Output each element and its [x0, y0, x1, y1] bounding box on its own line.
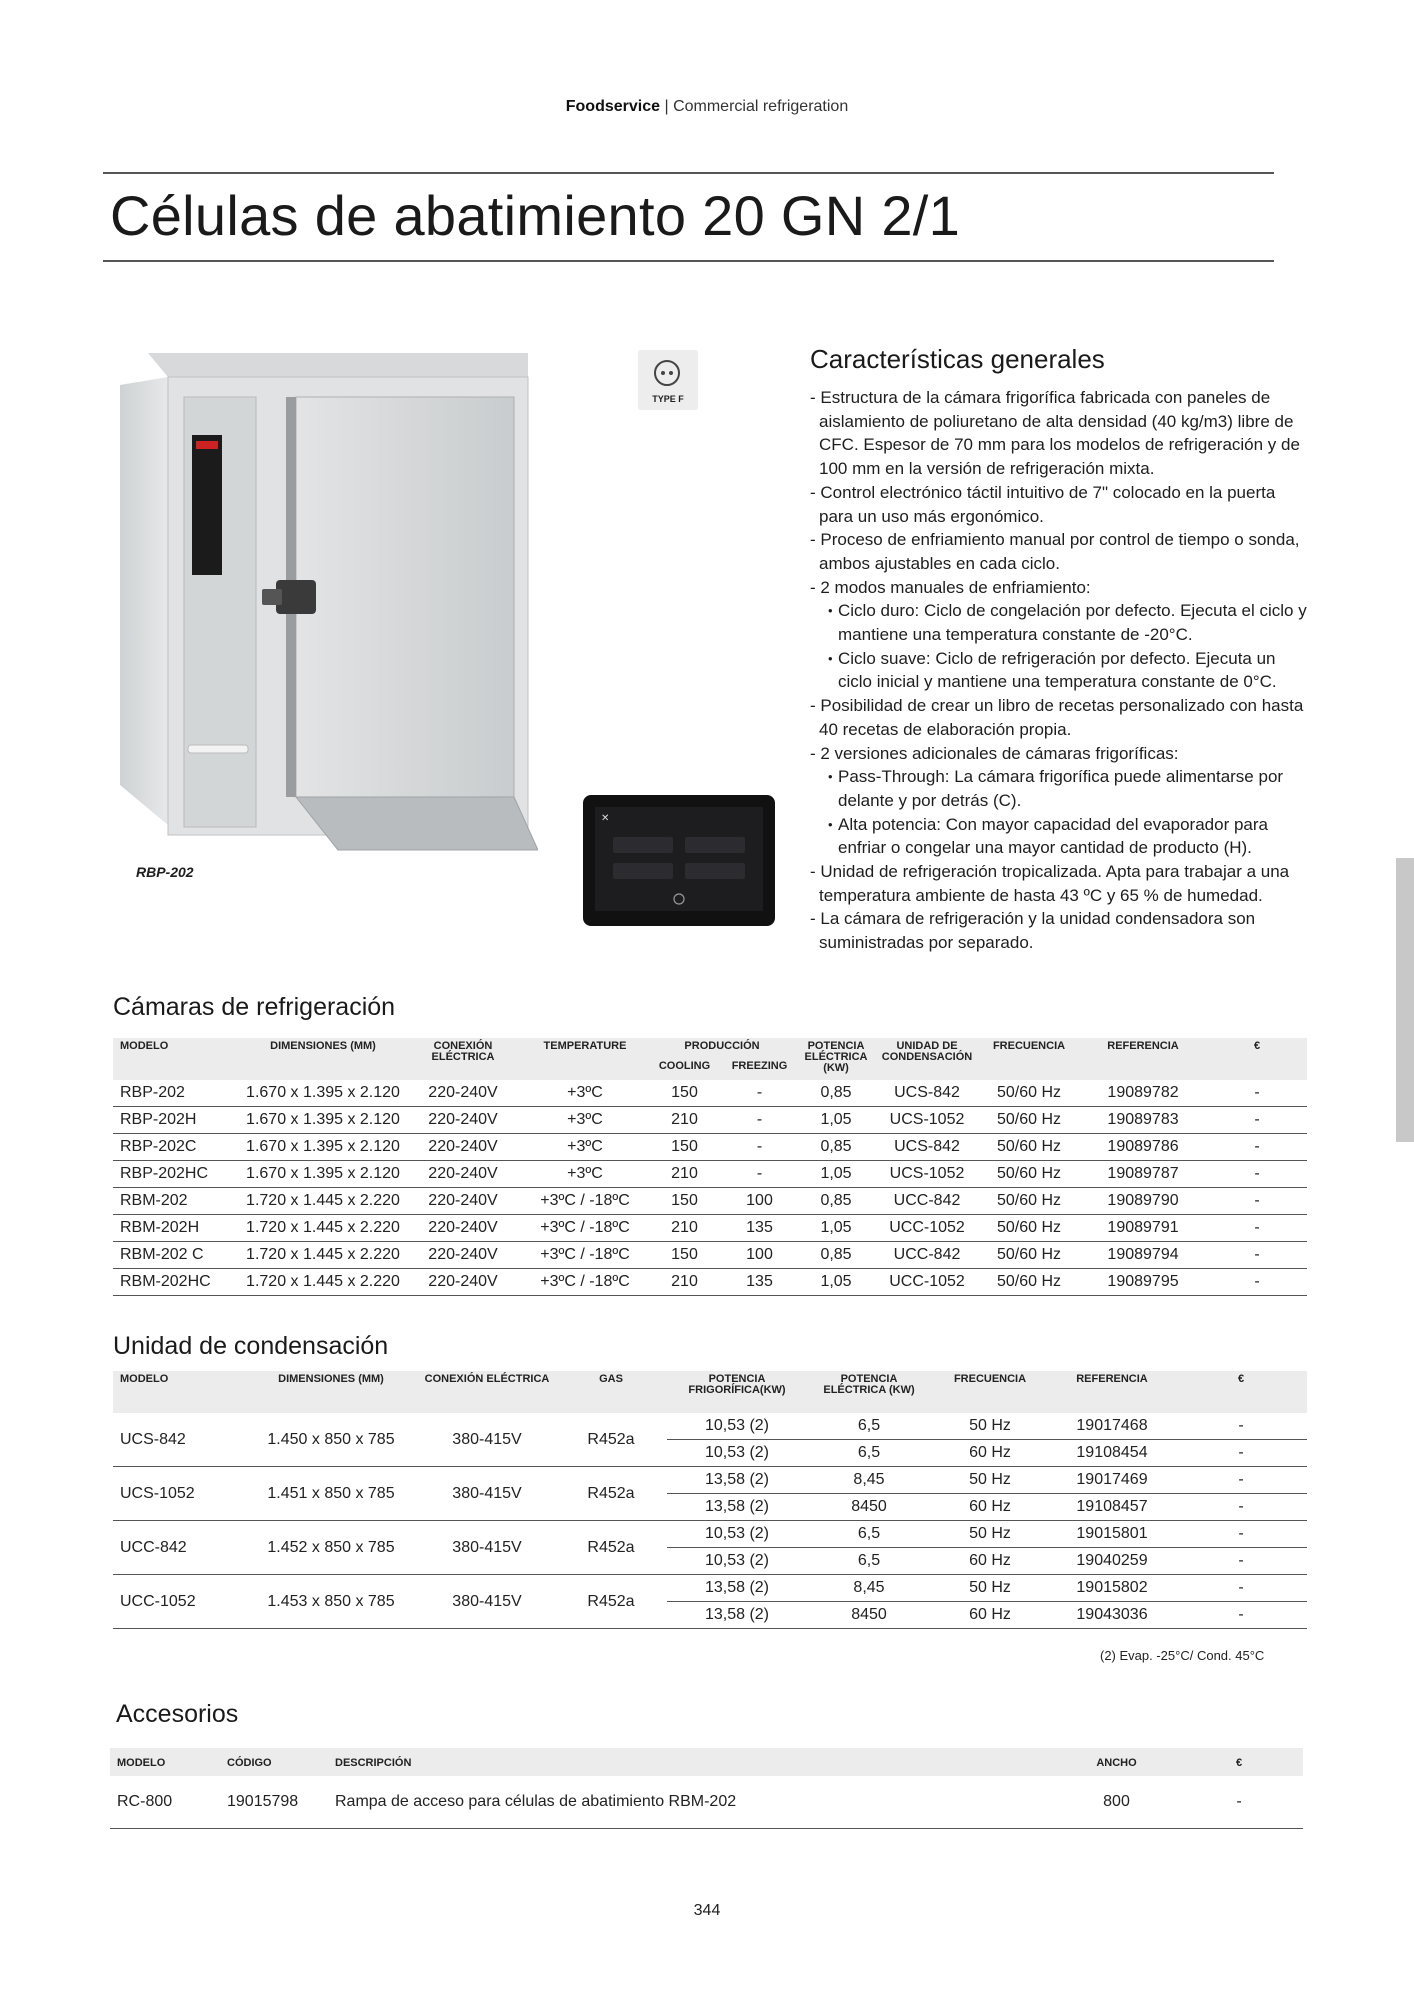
table-cell: - [1175, 1548, 1307, 1575]
feature-item: - 2 modos manuales de enfriamiento: [810, 577, 1091, 597]
table-cell: RBP-202HC [113, 1161, 243, 1188]
table-cell: +3ºC / -18ºC [523, 1188, 647, 1215]
table-cell: 1,05 [797, 1107, 875, 1134]
col-ancho: ANCHO [1058, 1748, 1175, 1776]
table-cell: - [1175, 1575, 1307, 1602]
col-frecuencia: FRECUENCIA [931, 1371, 1049, 1413]
table-cell-conexion: 380-415V [419, 1575, 555, 1629]
col-precio: € [1207, 1038, 1307, 1080]
table-cell: - [722, 1107, 797, 1134]
table-cell: RBM-202 C [113, 1242, 243, 1269]
title-bottom-rule [103, 260, 1274, 262]
table-cell: 50/60 Hz [979, 1215, 1079, 1242]
feature-item: - Proceso de enfriamiento manual por control de tiempo o sonda, ambos ajustables en cada ciclo. [810, 530, 1300, 573]
table-cell: - [1207, 1242, 1307, 1269]
table-cell: 100 [722, 1188, 797, 1215]
table-cell: 150 [647, 1242, 722, 1269]
table-cell: 50/60 Hz [979, 1161, 1079, 1188]
table-cell: 6,5 [807, 1413, 931, 1440]
table-cell-gas: R452a [555, 1521, 667, 1575]
col-potencia: POTENCIA ELÉCTRICA (KW) [797, 1038, 875, 1080]
col-potencia-frig: POTENCIA FRIGORÍFICA(KW) [667, 1371, 807, 1413]
table-cell: 50 Hz [931, 1575, 1049, 1602]
table-cell: 1.720 x 1.445 x 2.220 [243, 1269, 403, 1296]
table-cell: 10,53 (2) [667, 1440, 807, 1467]
table-row [113, 1080, 1307, 1107]
table-cell: 13,58 (2) [667, 1575, 807, 1602]
col-descripcion: DESCRIPCIÓN [328, 1748, 1058, 1776]
table-cell-conexion: 380-415V [419, 1413, 555, 1467]
table-cell: - [1175, 1440, 1307, 1467]
table-cell-dimensiones: 1.451 x 850 x 785 [243, 1467, 419, 1521]
col-conexion: CONEXIÓN ELÉCTRICA [419, 1371, 555, 1413]
table-row [113, 1575, 1307, 1602]
table-cell: UCS-842 [875, 1134, 979, 1161]
table-row [113, 1242, 1307, 1269]
page-title: Células de abatimiento 20 GN 2/1 [110, 184, 961, 247]
table-cell-modelo: UCC-842 [113, 1521, 243, 1575]
col-cooling: COOLING [647, 1058, 722, 1080]
table-row [113, 1188, 1307, 1215]
table-cell: 1,05 [797, 1215, 875, 1242]
table-cell: RBM-202 [113, 1188, 243, 1215]
table-cell-conexion: 380-415V [419, 1467, 555, 1521]
feature-item: - 2 versiones adicionales de cámaras frigoríficas: [810, 743, 1179, 763]
table-cell: 1.720 x 1.445 x 2.220 [243, 1188, 403, 1215]
table-cell: UCC-1052 [875, 1269, 979, 1296]
table-cell: UCC-842 [875, 1242, 979, 1269]
table-cell: 50/60 Hz [979, 1134, 1079, 1161]
table-cell: 220-240V [403, 1269, 523, 1296]
table-cell: +3ºC / -18ºC [523, 1269, 647, 1296]
table-cell-gas: R452a [555, 1413, 667, 1467]
table-cell: 1.720 x 1.445 x 2.220 [243, 1242, 403, 1269]
table-cell: - [1175, 1413, 1307, 1440]
feature-item: - Control electrónico táctil intuitivo de 7" colocado en la puerta para un uso más ergonómico. [810, 482, 1276, 526]
table-cell: 100 [722, 1242, 797, 1269]
table-cell: 150 [647, 1188, 722, 1215]
table-cell: - [722, 1080, 797, 1107]
table-cell-gas: R452a [555, 1467, 667, 1521]
table-cell: Rampa de acceso para células de abatimiento RBM-202 [328, 1776, 1058, 1829]
table-cell: 6,5 [807, 1440, 931, 1467]
table-row [113, 1269, 1307, 1296]
feature-item: - Estructura de la cámara frigorífica fabricada con paneles de aislamiento de poliuretano de alta densidad (40 kg/m3) libre de CFC. Espesor de 70 mm para los modelos de refrigeración y de 100 mm en la versión de refrigeración mixta. [810, 388, 1300, 479]
table-cell: 60 Hz [931, 1440, 1049, 1467]
feature-item: - Unidad de refrigeración tropicalizada. Apta para trabajar a una temperatura ambiente de hasta 43 ºC y 65 % de humedad. [810, 862, 1290, 905]
table-cell-modelo: UCS-1052 [113, 1467, 243, 1521]
table-cell: 8,45 [807, 1467, 931, 1494]
col-frecuencia: FRECUENCIA [979, 1038, 1079, 1080]
col-conexion: CONEXIÓN ELÉCTRICA [403, 1038, 523, 1080]
table-row [113, 1215, 1307, 1242]
table-cell: 210 [647, 1269, 722, 1296]
table-cell: - [1207, 1215, 1307, 1242]
table-cell: 1.720 x 1.445 x 2.220 [243, 1215, 403, 1242]
table-cell: 60 Hz [931, 1602, 1049, 1629]
table-cell: +3ºC / -18ºC [523, 1215, 647, 1242]
table-cell: - [1207, 1134, 1307, 1161]
camaras-table [113, 1038, 1307, 1296]
table-cell: RBP-202C [113, 1134, 243, 1161]
table-row [113, 1413, 1307, 1440]
feature-subitem: • Pass-Through: La cámara frigorífica puede alimentarse por delante y por detrás (C). [810, 765, 1310, 812]
table-cell: 220-240V [403, 1188, 523, 1215]
col-precio: € [1175, 1748, 1303, 1776]
table-cell: 8,45 [807, 1575, 931, 1602]
table-cell: 19089786 [1079, 1134, 1207, 1161]
col-precio: € [1175, 1371, 1307, 1413]
title-top-rule [103, 172, 1274, 174]
table-cell-gas: R452a [555, 1575, 667, 1629]
table-cell: 210 [647, 1107, 722, 1134]
table-cell: 6,5 [807, 1548, 931, 1575]
table-cell: 210 [647, 1161, 722, 1188]
table-cell: 19108457 [1049, 1494, 1175, 1521]
table-cell: 135 [722, 1269, 797, 1296]
table-cell: 50/60 Hz [979, 1188, 1079, 1215]
control-panel-image [583, 795, 775, 926]
features-list [810, 386, 1310, 955]
table-cell: 10,53 (2) [667, 1521, 807, 1548]
feature-subitem: • Ciclo duro: Ciclo de congelación por defecto. Ejecuta el ciclo y mantiene una temperatura constante de -20°C. [810, 599, 1310, 646]
table-cell: 220-240V [403, 1242, 523, 1269]
table-cell: 50 Hz [931, 1467, 1049, 1494]
table-cell: 50 Hz [931, 1521, 1049, 1548]
product-label: RBP-202 [136, 864, 194, 880]
table-cell: - [1207, 1188, 1307, 1215]
feature-subitem: • Ciclo suave: Ciclo de refrigeración por defecto. Ejecuta un ciclo inicial y mantiene una temperatura constante de 0°C. [810, 647, 1310, 694]
table-cell: UCS-1052 [875, 1107, 979, 1134]
table-cell: 13,58 (2) [667, 1467, 807, 1494]
table-cell: 50/60 Hz [979, 1080, 1079, 1107]
table-cell: +3ºC [523, 1107, 647, 1134]
table-cell: 210 [647, 1215, 722, 1242]
product-image [108, 345, 538, 855]
table-cell: RBM-202HC [113, 1269, 243, 1296]
table-cell: 19089795 [1079, 1269, 1207, 1296]
table-cell: 1.670 x 1.395 x 2.120 [243, 1161, 403, 1188]
table-cell: 220-240V [403, 1161, 523, 1188]
table-cell: 1.670 x 1.395 x 2.120 [243, 1107, 403, 1134]
table-cell: UCC-1052 [875, 1215, 979, 1242]
type-f-plug-badge [638, 350, 698, 410]
col-unidad: UNIDAD DE CONDENSACIÓN [875, 1038, 979, 1080]
table-cell: - [1175, 1776, 1303, 1829]
table-cell: 0,85 [797, 1080, 875, 1107]
table-cell: UCS-1052 [875, 1161, 979, 1188]
table-cell: 19089787 [1079, 1161, 1207, 1188]
table-cell: - [1207, 1269, 1307, 1296]
table-cell: - [1175, 1521, 1307, 1548]
table-cell: 19015801 [1049, 1521, 1175, 1548]
col-produccion: PRODUCCIÓN [647, 1038, 797, 1058]
table-cell-dimensiones: 1.450 x 850 x 785 [243, 1413, 419, 1467]
table-cell: 19015798 [220, 1776, 328, 1829]
table-cell: 6,5 [807, 1521, 931, 1548]
svg-text:✕: ✕ [601, 813, 610, 824]
col-freezing: FREEZING [722, 1058, 797, 1080]
table-cell-dimensiones: 1.453 x 850 x 785 [243, 1575, 419, 1629]
table-row [113, 1134, 1307, 1161]
table-cell: 19015802 [1049, 1575, 1175, 1602]
table-cell: RBP-202 [113, 1080, 243, 1107]
table-cell: - [1207, 1161, 1307, 1188]
table-cell: 1,05 [797, 1269, 875, 1296]
page-header [0, 98, 1414, 116]
col-temperature: TEMPERATURE [523, 1038, 647, 1080]
table-cell-conexion: 380-415V [419, 1521, 555, 1575]
table-cell: 0,85 [797, 1134, 875, 1161]
table-cell: - [1207, 1080, 1307, 1107]
col-referencia: REFERENCIA [1079, 1038, 1207, 1080]
features-title: Características generales [810, 344, 1105, 374]
table-cell: 19089782 [1079, 1080, 1207, 1107]
table-row [113, 1521, 1307, 1548]
table-cell: 50/60 Hz [979, 1269, 1079, 1296]
table-cell: 220-240V [403, 1134, 523, 1161]
table-cell: 19017468 [1049, 1413, 1175, 1440]
table-cell: - [1175, 1602, 1307, 1629]
col-codigo: CÓDIGO [220, 1748, 328, 1776]
table-cell: 150 [647, 1080, 722, 1107]
table-cell: 19108454 [1049, 1440, 1175, 1467]
col-modelo: MODELO [110, 1748, 220, 1776]
table-cell: - [722, 1134, 797, 1161]
condensacion-title: Unidad de condensación [113, 1332, 389, 1360]
table-cell: 60 Hz [931, 1548, 1049, 1575]
table-cell: 800 [1058, 1776, 1175, 1829]
table-cell: 10,53 (2) [667, 1548, 807, 1575]
table-row [113, 1467, 1307, 1494]
table-cell: 0,85 [797, 1242, 875, 1269]
table-cell: 8450 [807, 1602, 931, 1629]
page-number: 344 [693, 1902, 721, 1919]
camaras-title: Cámaras de refrigeración [113, 993, 396, 1021]
table-cell: 19017469 [1049, 1467, 1175, 1494]
type-label: TYPE F [652, 394, 684, 404]
side-tab [1396, 858, 1414, 1142]
accesorios-table [110, 1748, 1303, 1829]
table-cell: +3ºC [523, 1161, 647, 1188]
table-cell: 19040259 [1049, 1548, 1175, 1575]
header-category: Commercial refrigeration [673, 98, 849, 115]
table-cell: 19089783 [1079, 1107, 1207, 1134]
table-cell: 13,58 (2) [667, 1602, 807, 1629]
feature-item: - La cámara de refrigeración y la unidad condensadora son suministradas por separado. [810, 909, 1256, 953]
table-cell: UCC-842 [875, 1188, 979, 1215]
table-cell: - [722, 1161, 797, 1188]
table-cell: 19089791 [1079, 1215, 1207, 1242]
table-cell: 1.670 x 1.395 x 2.120 [243, 1080, 403, 1107]
table-cell: - [1175, 1494, 1307, 1521]
table-cell: +3ºC [523, 1080, 647, 1107]
header-separator: | [660, 98, 674, 115]
table-cell: 10,53 (2) [667, 1413, 807, 1440]
feature-item: - Posibilidad de crear un libro de recetas personalizado con hasta 40 recetas de elaboración propia. [810, 696, 1304, 739]
table-cell-dimensiones: 1.452 x 850 x 785 [243, 1521, 419, 1575]
col-referencia: REFERENCIA [1049, 1371, 1175, 1413]
table-cell: 50/60 Hz [979, 1242, 1079, 1269]
table-cell: 19089794 [1079, 1242, 1207, 1269]
table-cell-modelo: UCS-842 [113, 1413, 243, 1467]
table-cell: 8450 [807, 1494, 931, 1521]
condensacion-note: (2) Evap. -25°C/ Cond. 45°C [1100, 1648, 1265, 1663]
table-row [113, 1107, 1307, 1134]
table-row [110, 1776, 1303, 1829]
table-cell: 220-240V [403, 1107, 523, 1134]
table-cell: 1.670 x 1.395 x 2.120 [243, 1134, 403, 1161]
accesorios-title: Accesorios [116, 1700, 239, 1728]
table-cell: RC-800 [110, 1776, 220, 1829]
table-row [113, 1161, 1307, 1188]
table-cell: RBM-202H [113, 1215, 243, 1242]
table-cell: 50/60 Hz [979, 1107, 1079, 1134]
table-cell: 60 Hz [931, 1494, 1049, 1521]
table-cell: 1,05 [797, 1161, 875, 1188]
col-gas: GAS [555, 1371, 667, 1413]
condensacion-table [113, 1371, 1307, 1629]
table-cell: +3ºC [523, 1134, 647, 1161]
table-cell: 220-240V [403, 1080, 523, 1107]
col-dimensiones: DIMENSIONES (MM) [243, 1371, 419, 1413]
table-cell: - [1175, 1467, 1307, 1494]
table-cell: 150 [647, 1134, 722, 1161]
table-cell: UCS-842 [875, 1080, 979, 1107]
col-modelo: MODELO [113, 1038, 243, 1080]
table-cell: 135 [722, 1215, 797, 1242]
plug-icon [654, 360, 680, 386]
table-cell: 50 Hz [931, 1413, 1049, 1440]
table-cell: 0,85 [797, 1188, 875, 1215]
col-potencia-elec: POTENCIA ELÉCTRICA (KW) [807, 1371, 931, 1413]
table-cell: 19089790 [1079, 1188, 1207, 1215]
table-cell: 220-240V [403, 1215, 523, 1242]
table-cell: - [1207, 1107, 1307, 1134]
col-modelo: MODELO [113, 1371, 243, 1413]
table-cell: 13,58 (2) [667, 1494, 807, 1521]
header-brand: Foodservice [565, 98, 661, 115]
table-cell: RBP-202H [113, 1107, 243, 1134]
table-cell: 19043036 [1049, 1602, 1175, 1629]
table-cell-modelo: UCC-1052 [113, 1575, 243, 1629]
feature-subitem: • Alta potencia: Con mayor capacidad del evaporador para enfriar o congelar una mayor cantidad de producto (H). [810, 813, 1310, 860]
table-cell: +3ºC / -18ºC [523, 1242, 647, 1269]
col-dimensiones: DIMENSIONES (MM) [243, 1038, 403, 1080]
